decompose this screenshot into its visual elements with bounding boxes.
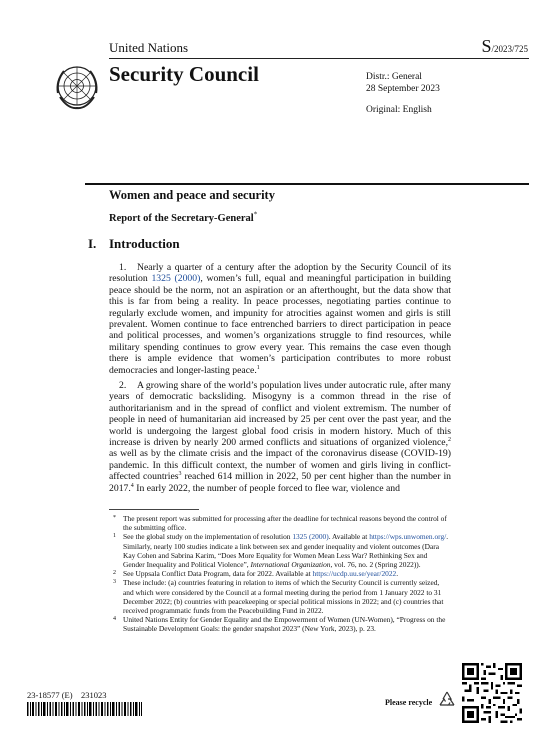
footnote-text: . Available at (328, 532, 370, 542)
paragraph-1 (109, 262, 451, 376)
paragraph-2 (109, 380, 451, 494)
footnote-text: See Uppsala Conflict Data Program, data for 2022. Available at (123, 569, 313, 579)
paragraph-text: A growing share of the world’s population lives under autocratic rule, after many years of democratic backsliding. Misogyny is a common thread in the rise of authoritarianism and in the spread of conflict and violent extremism. The number of people in need of humanitarian aid increased by 25 per cent over the past year, and the world is undergoing the largest global food crisis in modern history. Much of this increase is driven by nearly 200 armed conflicts and situations of organized violence, (109, 380, 451, 449)
footnote-1 (109, 532, 449, 569)
footnote-ref: 1 (256, 364, 260, 371)
document-subtitle (109, 210, 258, 224)
footnote-text: . (396, 569, 399, 579)
footnote-text: The present report was submitted for processing after the deadline for technical reasons beyond the control of the submitting office. (123, 514, 447, 533)
paragraph-text: reached 614 million in 2022, 50 per cent higher than the number in 2017. (109, 471, 451, 494)
original-language: Original: English (366, 105, 432, 115)
qr-code-icon (462, 663, 522, 723)
section-title: Introduction (109, 236, 180, 251)
unwomen-link[interactable]: https://wps.unwomen.org/ (369, 532, 447, 542)
resolution-link[interactable]: 1325 (2000) (151, 273, 201, 285)
paragraph-text: , women’s full, equal and meaningful participation in building peace should be the norm, not an aspiration or an afterthought, but the data show that this is far from being a reality. In peace processes, negotiating parties continue to regularly exclude women, and impunity for atrocities against women and girls is still prevalent. Women continue to face entrenched barriers to direct participation in peace and political processes, and women’s organizations struggle to find resources, while military spending continues to grow every year. This remains the case even though there is ample evidence that women’s participation contributes to more robust democracies and longer-lasting peace. (109, 273, 452, 376)
un-emblem-icon (52, 63, 102, 113)
footnote-2 (109, 569, 449, 578)
footnote-text: These include: (a) countries featuring in relation to items of which the Security Council is currently seized, and which were considered by the Council at a formal meeting during the period from 1 January 2022 to 31 December 2022; (b) countries with peacekeeping or special political missions in 2022; and (c) countries that received programmatic funds from the Peacebuilding Fund in 2022. (123, 578, 444, 616)
footnote-mark: 1 (113, 533, 116, 540)
title-rule (85, 183, 529, 185)
footnote-3 (109, 578, 449, 615)
symbol-prefix: S (481, 36, 492, 56)
recycle-label: Please recycle (385, 698, 433, 707)
org-name: United Nations (109, 40, 189, 55)
subtitle-footnote-mark: * (253, 210, 258, 219)
section-number: I. (88, 236, 97, 251)
document-symbol (481, 36, 528, 57)
distribution-block (366, 71, 440, 116)
footnote-ref: 4 (130, 482, 134, 489)
paragraph-number: 2. (119, 380, 127, 391)
footnotes (109, 514, 449, 634)
job-number: 23-18577 (E) 231023 (27, 690, 107, 700)
header-rule (109, 58, 529, 59)
footnote-star (109, 514, 449, 532)
paragraph-text: Nearly a quarter of a century after the adoption by the Security Council of its resolution (109, 262, 451, 285)
issuing-body: Security Council (109, 62, 259, 86)
footnote-text: , vol. 76, no. 2 (Spring 2022)). (330, 560, 421, 570)
footnote-text: . Similarly, nearly 100 studies indicate a link between sex and gender inequality and violent outcomes (Dara Kay Cohen and Sabrina Karim, “Does More Equality for Women Mean Less War? Rethinking Sex and Gender Inequality and Political Violence”, (123, 532, 449, 570)
issue-date: 28 September 2023 (366, 84, 440, 94)
footnote-rule (109, 509, 199, 510)
paragraph-number: 1. (119, 262, 127, 273)
footnote-mark: 4 (113, 616, 116, 623)
symbol-number: /2023/725 (491, 44, 528, 54)
footnote-mark: 2 (113, 570, 116, 577)
paragraph-text: In early 2022, the number of people forced to flee war, violence and (133, 482, 400, 494)
footnote-text: See the global study on the implementation of resolution (123, 532, 293, 542)
footnote-text: United Nations Entity for Gender Equality and the Empowerment of Women (UN-Women), “Progress on the Sustainable Development Goals: the gender snapshot 2023” (New York, 2023), p. 23. (123, 615, 446, 634)
distribution: Distr.: General (366, 72, 422, 82)
footnote-ref: 3 (178, 471, 182, 478)
ucdp-link[interactable]: https://ucdp.uu.se/year/2022 (312, 569, 397, 579)
recycle-icon (437, 690, 457, 710)
barcode-icon (27, 702, 142, 716)
document-title: Women and peace and security (109, 188, 275, 202)
footnote-mark: 3 (113, 579, 116, 586)
paragraph-text: as well as by the climate crisis and the impact of the coronavirus disease (COVID-19) pandemic. In this difficult context, the number of women and girls living in conflict-affected countries (109, 448, 451, 483)
resolution-link[interactable]: 1325 (2000) (292, 532, 329, 542)
footnote-mark: * (113, 515, 116, 521)
subtitle-text: Report of the Secretary-General (109, 213, 254, 224)
journal-name: International Organization (250, 560, 331, 570)
footnote-4 (109, 615, 449, 633)
footnote-ref: 2 (448, 436, 451, 443)
